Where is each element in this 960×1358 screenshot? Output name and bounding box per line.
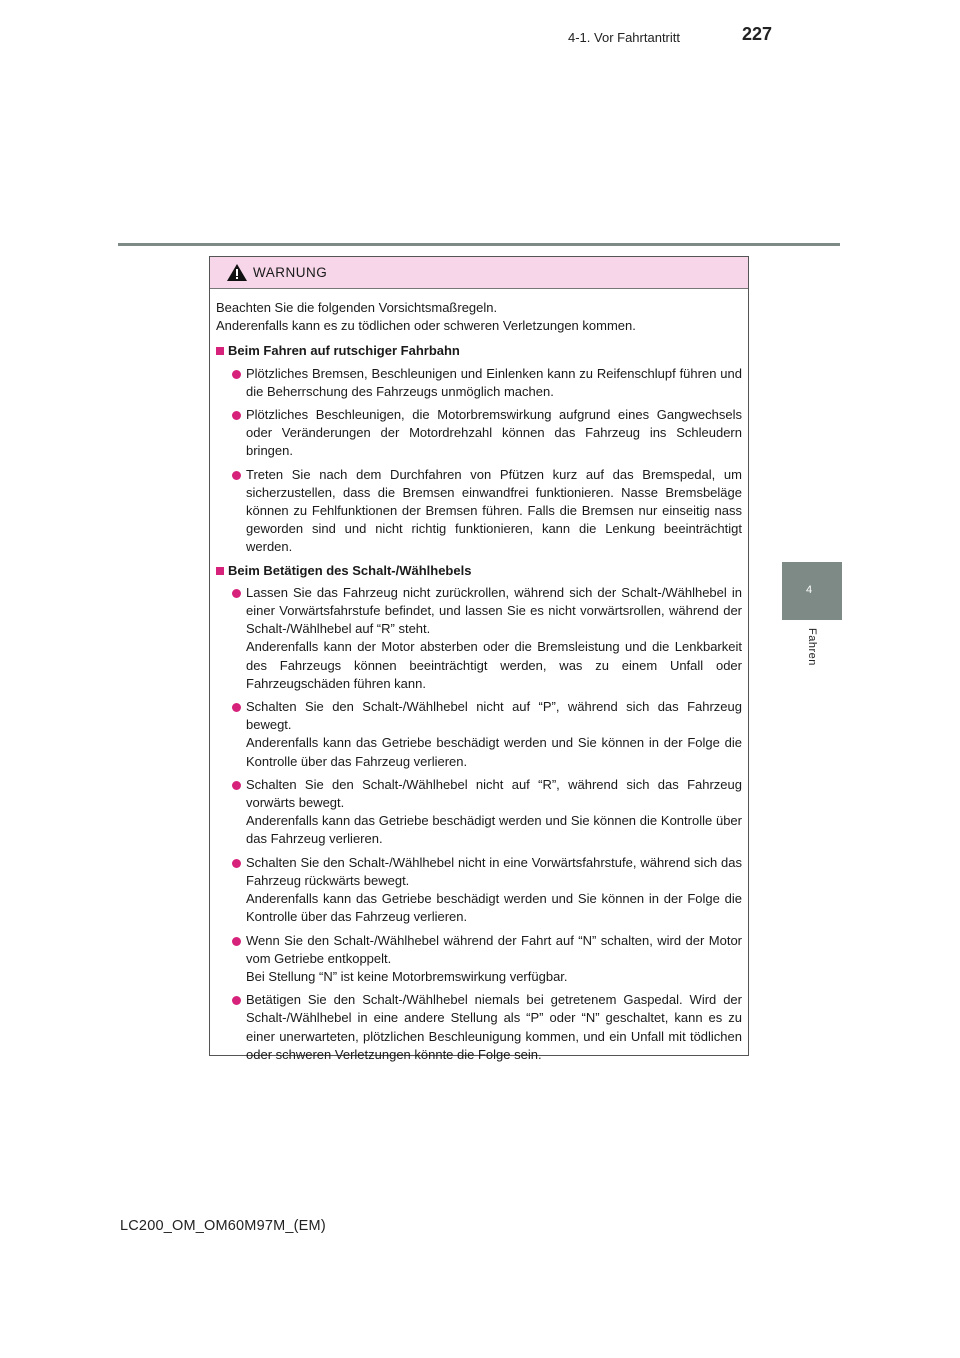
round-bullet-icon [232, 370, 241, 379]
bullet-text: Betätigen Sie den Schalt-/Wählhebel niemals bei getretenem Gaspedal. Wird der Schalt-/Wählhebel in eine andere Stellung als “P” oder “N” geschaltet, kann es zu einer unerwarteten, plötzlichen Beschleunigung kommen, und ein Unfall mit tödlichen oder schweren Verletzungen könnte die Folge sein. [246, 992, 742, 1062]
round-bullet-icon [232, 937, 241, 946]
section-heading-text: Beim Betätigen des Schalt-/Wählhebels [228, 562, 472, 578]
bullet-text: Lassen Sie das Fahrzeug nicht zurückrollen, während sich der Schalt-/Wählhebel in einer Vorwärtsfahrstufe befindet, und lassen Sie es nicht vorwärtsrollen, während der Schalt-/Wählhebel auf “R” steht. [246, 584, 742, 637]
warning-sections [216, 342, 742, 1064]
warning-intro [216, 299, 742, 335]
round-bullet-icon [232, 589, 241, 598]
section-heading [216, 342, 742, 360]
warning-header [210, 257, 748, 289]
bullet-item [216, 932, 742, 987]
bullet-text: Schalten Sie den Schalt-/Wählhebel nicht auf “R”, während sich das Fahrzeug vorwärts bewegt. [246, 776, 742, 811]
section-heading [216, 562, 742, 580]
bullet-item [216, 991, 742, 1064]
bullet-text: Anderenfalls kann das Getriebe beschädigt werden und Sie können die Kontrolle über das Fahrzeug verlieren. [246, 813, 742, 847]
warning-triangle-icon [227, 264, 247, 281]
chapter-tab [782, 562, 842, 620]
bullet-item [216, 776, 742, 849]
bullet-item [216, 406, 742, 461]
bullet-text: Schalten Sie den Schalt-/Wählhebel nicht auf “P”, während sich das Fahrzeug bewegt. [246, 699, 742, 733]
bullet-item [216, 854, 742, 927]
intro-line: Anderenfalls kann es zu tödlichen oder schweren Verletzungen kommen. [216, 318, 636, 334]
bullet-text: Plötzliches Bremsen, Beschleunigen und Einlenken kann zu Reifenschlupf führen und die Beherrschung des Fahrzeugs unmöglich machen. [246, 365, 742, 399]
chapter-number: 4 [806, 584, 813, 596]
warning-box [209, 256, 749, 1062]
bullet-item [216, 698, 742, 771]
warning-title: WARNUNG [253, 265, 328, 280]
bullet-item [216, 365, 742, 401]
section-heading-text: Beim Fahren auf rutschiger Fahrbahn [228, 343, 460, 359]
bullet-text: Bei Stellung “N” ist keine Motorbremswirkung verfügbar. [246, 968, 568, 984]
square-bullet-icon [216, 347, 224, 355]
bullet-text: Schalten Sie den Schalt-/Wählhebel nicht in eine Vorwärtsfahrstufe, während sich das Fahrzeug rückwärts bewegt. [246, 854, 742, 888]
round-bullet-icon [232, 996, 241, 1005]
round-bullet-icon [232, 411, 241, 420]
bullet-text: Plötzliches Beschleunigen, die Motorbremswirkung aufgrund eines Gangwechsels oder Veränderungen der Motordrehzahl können das Fahrzeug ins Schleudern bringen. [246, 407, 742, 459]
document-code: LC200_OM_OM60M97M_(EM) [120, 1218, 326, 1234]
bullet-item [216, 584, 742, 693]
square-bullet-icon [216, 567, 224, 575]
warning-body [210, 289, 748, 1064]
round-bullet-icon [232, 703, 241, 712]
bullet-text: Anderenfalls kann das Getriebe beschädigt werden und Sie können in der Folge die Kontrolle über das Fahrzeug verlieren. [246, 891, 742, 925]
bullet-text: Anderenfalls kann der Motor absterben oder die Bremsleistung und die Lenkbarkeit des Fahrzeugs können beeinträchtigt werden, was zu einem Unfall oder Fahrzeugschäden führen kann. [246, 639, 742, 691]
bullet-text: Wenn Sie den Schalt-/Wählhebel während der Fahrt auf “N” schalten, wird der Motor vom Getriebe entkoppelt. [246, 932, 742, 966]
round-bullet-icon [232, 781, 241, 790]
page-number: 227 [742, 24, 773, 44]
section-title: 4-1. Vor Fahrtantritt [568, 30, 680, 45]
bullet-item [216, 466, 742, 557]
bullet-text: Anderenfalls kann das Getriebe beschädigt werden und Sie können in der Folge die Kontrolle über das Fahrzeug verlieren. [246, 735, 742, 769]
chapter-label: Fahren [806, 628, 818, 666]
header-divider [118, 243, 840, 246]
bullet-text: Treten Sie nach dem Durchfahren von Pfützen kurz auf das Bremspedal, um sicherzustellen, dass die Bremsen einwandfrei funktionieren. Nasse Bremsbeläge können zu Fehlfunktionen der Bremsen führen. Falls die Bremsen nur einseitig nass geworden sind und nicht richtig funktionieren, kann die Lenkung beeinträchtigt werden. [246, 466, 742, 555]
round-bullet-icon [232, 471, 241, 480]
intro-line: Beachten Sie die folgenden Vorsichtsmaßregeln. [216, 300, 498, 315]
round-bullet-icon [232, 859, 241, 868]
